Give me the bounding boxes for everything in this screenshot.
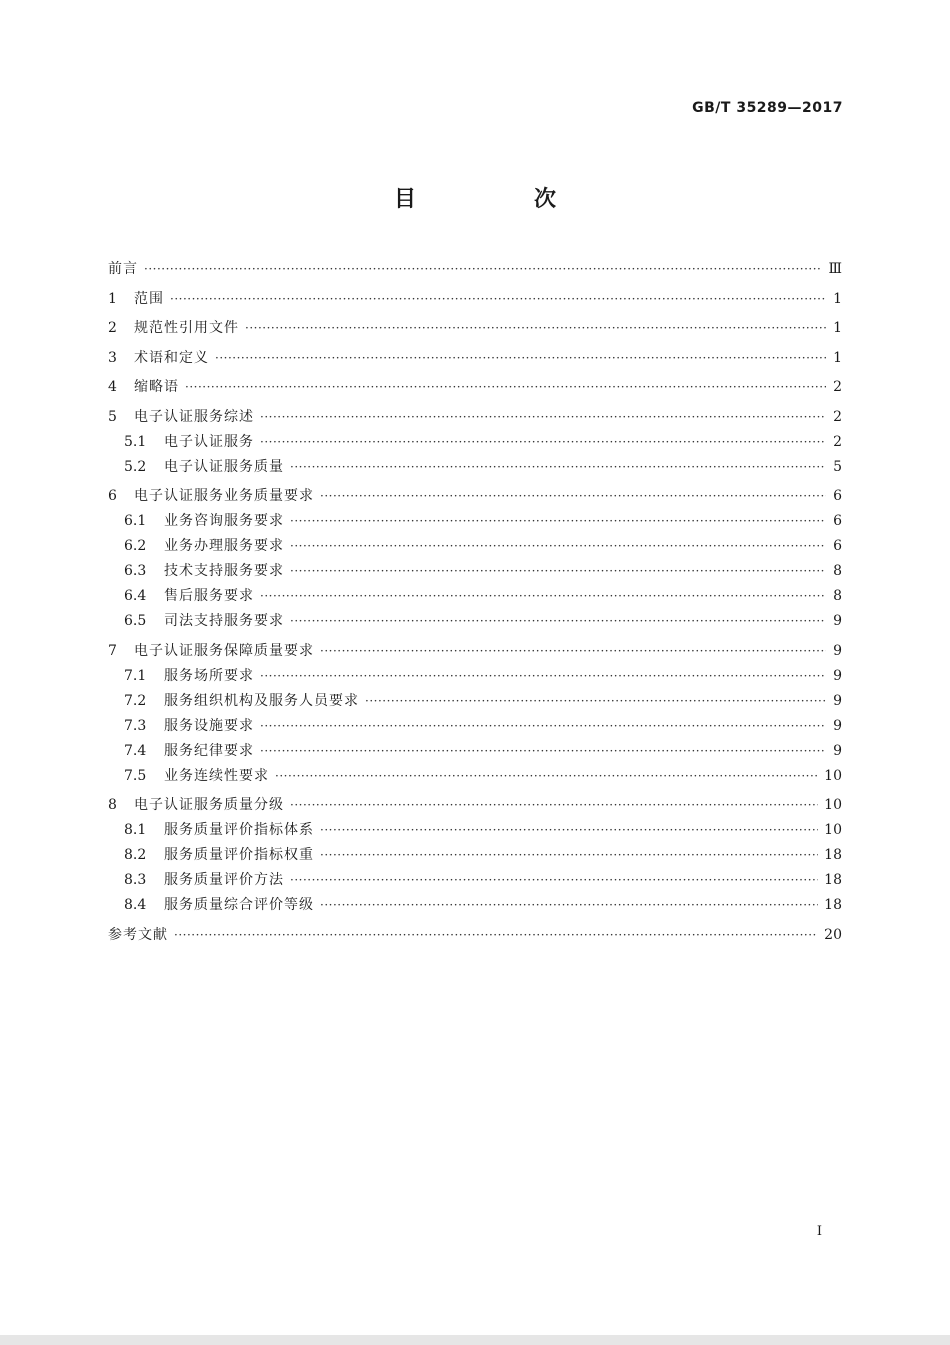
toc-entry-number: 8 xyxy=(108,797,117,813)
toc-entry-page: 2 xyxy=(833,433,842,450)
toc-entry-number: 3 xyxy=(108,349,117,366)
toc-entry-number: 6.1 xyxy=(124,513,147,529)
toc-leader-dots xyxy=(290,873,818,887)
toc-entry-page: 1 xyxy=(833,349,842,366)
toc-entry-number: 6.4 xyxy=(124,588,147,604)
toc-entry-number: 8.2 xyxy=(124,847,147,863)
toc-leader-dots xyxy=(275,769,818,783)
standard-code: GB/T 35289—2017 xyxy=(692,100,843,116)
toc-entry-label: 司法支持服务要求 xyxy=(164,613,284,629)
toc-entry-label: 服务质量评价方法 xyxy=(164,872,284,888)
toc-entry-page: 9 xyxy=(833,667,842,684)
toc-entry-page: 20 xyxy=(824,926,842,943)
toc-entry-page: 6 xyxy=(833,513,842,529)
toc-entry-label: 电子认证服务保障质量要求 xyxy=(134,642,314,659)
toc-entry-page: 9 xyxy=(833,613,842,629)
toc-entry-label: 服务质量综合评价等级 xyxy=(164,897,314,913)
toc-entry-number: 8.3 xyxy=(124,872,147,888)
toc-entry xyxy=(108,610,842,635)
toc-entry-label: 电子认证服务业务质量要求 xyxy=(134,488,314,504)
toc-entry xyxy=(108,535,842,560)
toc-entry xyxy=(108,288,842,313)
toc-entry-page: Ⅲ xyxy=(828,261,842,277)
toc-entry-label: 电子认证服务 xyxy=(164,433,254,450)
toc-entry-number: 7.1 xyxy=(124,667,147,684)
toc-entry-label: 技术支持服务要求 xyxy=(164,563,284,579)
toc-entry-number: 2 xyxy=(108,320,117,336)
toc-title: 目 次 xyxy=(393,187,604,212)
toc-entry xyxy=(108,258,842,283)
toc-entry-label: 缩略语 xyxy=(134,379,179,395)
toc-entry-label: 业务咨询服务要求 xyxy=(164,513,284,529)
toc-entry xyxy=(108,485,842,510)
toc-entry xyxy=(108,510,842,535)
toc-entry-label: 服务组织机构及服务人员要求 xyxy=(164,692,359,709)
toc-leader-dots xyxy=(320,848,818,862)
toc-entry-label: 参考文献 xyxy=(108,926,168,943)
toc-entry-number: 4 xyxy=(108,379,117,395)
toc-leader-dots xyxy=(320,644,826,658)
page-number: I xyxy=(816,1224,822,1239)
toc-leader-dots xyxy=(260,719,826,733)
toc-leader-dots xyxy=(260,435,826,449)
toc-leader-dots xyxy=(245,321,826,335)
toc-entry-label: 电子认证服务质量 xyxy=(164,458,284,475)
toc-entry-page: 5 xyxy=(833,458,842,475)
toc-entry xyxy=(108,765,842,790)
toc-entry-number: 6.5 xyxy=(124,613,147,629)
toc-entry-number: 7.5 xyxy=(124,767,147,784)
toc-leader-dots xyxy=(290,614,826,628)
toc-entry-page: 10 xyxy=(824,767,842,784)
toc-leader-dots xyxy=(260,744,826,758)
toc-entry-label: 范围 xyxy=(134,290,164,307)
toc-entry-page: 2 xyxy=(833,408,842,425)
toc-entry xyxy=(108,560,842,585)
toc-entry-label: 电子认证服务质量分级 xyxy=(134,797,284,813)
toc-entry-number: 8.4 xyxy=(124,897,147,913)
toc-entry-number: 7.2 xyxy=(124,692,147,709)
toc-entry-number: 6.2 xyxy=(124,538,147,554)
toc-leader-dots xyxy=(365,694,826,708)
toc-entry xyxy=(108,317,842,342)
toc-entry-label: 服务质量评价指标权重 xyxy=(164,847,314,863)
toc-entry xyxy=(108,794,842,819)
toc-entry-page: 18 xyxy=(824,872,842,888)
toc-entry-page: 8 xyxy=(833,588,842,604)
toc-entry-page: 9 xyxy=(833,717,842,734)
toc-entry xyxy=(108,406,842,431)
toc-entry-page: 6 xyxy=(833,538,842,554)
toc-leader-dots xyxy=(215,351,826,365)
toc-entry-number: 7.3 xyxy=(124,717,147,734)
toc-entry-label: 前言 xyxy=(108,261,138,277)
toc-leader-dots xyxy=(290,514,826,528)
toc-entry xyxy=(108,740,842,765)
toc-entry xyxy=(108,431,842,456)
toc-leader-dots xyxy=(144,262,822,276)
toc-entry-page: 10 xyxy=(824,822,842,838)
toc-entry-label: 服务纪律要求 xyxy=(164,742,254,759)
toc-entry-label: 服务场所要求 xyxy=(164,667,254,684)
toc-entry-label: 服务质量评价指标体系 xyxy=(164,822,314,838)
toc-entry-page: 10 xyxy=(824,797,842,813)
toc-entry-number: 6.3 xyxy=(124,563,147,579)
toc-entry-number: 6 xyxy=(108,488,117,504)
toc-entry xyxy=(108,869,842,894)
toc-entry-number: 7.4 xyxy=(124,742,147,759)
toc-entry-page: 8 xyxy=(833,563,842,579)
toc-entry-number: 8.1 xyxy=(124,822,147,838)
toc-entry-number: 5.1 xyxy=(124,433,147,450)
page-bottom-edge xyxy=(0,1335,950,1345)
toc-entry xyxy=(108,924,842,949)
toc-leader-dots xyxy=(320,898,818,912)
toc-entry-page: 9 xyxy=(833,642,842,659)
toc-entry xyxy=(108,347,842,372)
toc-entry xyxy=(108,844,842,869)
toc-leader-dots xyxy=(290,539,826,553)
toc-entry xyxy=(108,456,842,481)
toc-entry-label: 电子认证服务综述 xyxy=(134,408,254,425)
table-of-contents xyxy=(108,258,842,949)
toc-entry xyxy=(108,665,842,690)
toc-leader-dots xyxy=(170,292,826,306)
toc-entry xyxy=(108,690,842,715)
toc-entry xyxy=(108,715,842,740)
toc-leader-dots xyxy=(320,489,826,503)
toc-leader-dots xyxy=(290,798,818,812)
toc-entry-number: 5.2 xyxy=(124,458,147,475)
toc-entry xyxy=(108,640,842,665)
toc-entry xyxy=(108,376,842,401)
toc-entry-label: 规范性引用文件 xyxy=(134,320,239,336)
toc-leader-dots xyxy=(260,669,826,683)
toc-leader-dots xyxy=(185,380,826,394)
toc-leader-dots xyxy=(290,564,826,578)
toc-entry-page: 6 xyxy=(833,488,842,504)
toc-entry xyxy=(108,894,842,919)
toc-entry-number: 5 xyxy=(108,408,117,425)
toc-leader-dots xyxy=(260,589,826,603)
toc-entry-number: 1 xyxy=(108,290,117,307)
toc-entry-label: 服务设施要求 xyxy=(164,717,254,734)
toc-leader-dots xyxy=(320,823,818,837)
toc-leader-dots xyxy=(260,410,826,424)
toc-entry-label: 术语和定义 xyxy=(134,349,209,366)
toc-entry-page: 1 xyxy=(833,290,842,307)
toc-entry xyxy=(108,585,842,610)
toc-entry-page: 1 xyxy=(833,320,842,336)
toc-leader-dots xyxy=(174,928,818,942)
toc-entry-page: 2 xyxy=(833,379,842,395)
toc-entry-label: 售后服务要求 xyxy=(164,588,254,604)
toc-entry-page: 9 xyxy=(833,692,842,709)
toc-entry-page: 18 xyxy=(824,897,842,913)
toc-entry xyxy=(108,819,842,844)
toc-entry-label: 业务办理服务要求 xyxy=(164,538,284,554)
toc-leader-dots xyxy=(290,460,826,474)
toc-entry-number: 7 xyxy=(108,642,117,659)
toc-entry-page: 9 xyxy=(833,742,842,759)
toc-entry-page: 18 xyxy=(824,847,842,863)
toc-entry-label: 业务连续性要求 xyxy=(164,767,269,784)
